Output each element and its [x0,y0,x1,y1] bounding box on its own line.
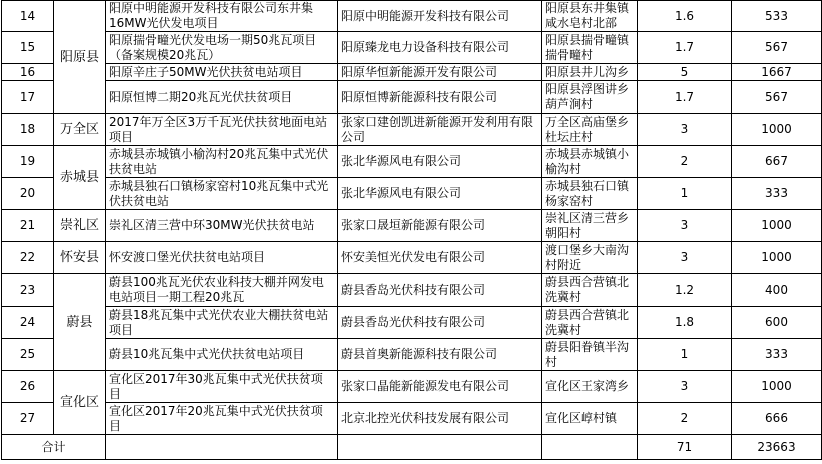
project-name: 阳原辛庄子50MW光伏扶贫电站项目 [106,64,338,81]
table-row [2,146,822,178]
project-name: 阳原揣骨疃光伏发电场一期50兆瓦项目（备案规模20兆瓦） [106,32,338,64]
project-name: 宣化区2017年20兆瓦集中式光伏扶贫项目 [106,403,338,435]
company-name: 张家口晶能新能源发电有限公司 [338,371,542,403]
location: 宣化区崞村镇 [542,403,638,435]
table-row [2,114,822,146]
location: 阳原县井儿沟乡 [542,64,638,81]
capacity: 1 [638,178,732,210]
households: 667 [732,146,822,178]
project-name: 阳原中明能源开发科技有限公司东井集16MW光伏发电项目 [106,1,338,32]
project-table [1,0,822,460]
row-number: 24 [2,307,54,339]
table-row [2,307,822,339]
capacity: 1 [638,339,732,371]
capacity: 3 [638,242,732,274]
table-row [2,339,822,371]
table-row [2,210,822,242]
county-cell: 阳原县 [54,1,106,114]
total-capacity: 71 [638,435,732,460]
capacity: 3 [638,114,732,146]
households: 1000 [732,114,822,146]
location: 赤城县独石口镇杨家窑村 [542,178,638,210]
households: 567 [732,81,822,114]
company-name: 北京北控光伏科技发展有限公司 [338,403,542,435]
project-name: 宣化区2017年30兆瓦集中式光伏扶贫项目 [106,371,338,403]
county-cell: 蔚县 [54,274,106,371]
project-name: 崇礼区清三营中环30MW光伏扶贫电站 [106,210,338,242]
row-number: 23 [2,274,54,307]
capacity: 3 [638,371,732,403]
households: 533 [732,1,822,32]
households: 333 [732,339,822,371]
company-name: 张家口建创凯进新能源开发利用有限公司 [338,114,542,146]
location: 宣化区王家湾乡 [542,371,638,403]
county-cell: 崇礼区 [54,210,106,242]
row-number: 26 [2,371,54,403]
location: 蔚县阳眷镇半沟村 [542,339,638,371]
table-row [2,242,822,274]
company-name: 阳原华恒新能源开发有限公司 [338,64,542,81]
households: 1000 [732,242,822,274]
capacity: 1.6 [638,1,732,32]
empty-cell [106,435,338,460]
total-label: 合计 [2,435,106,460]
total-row [2,435,822,460]
row-number: 19 [2,146,54,178]
location: 万全区高庙堡乡杜坛庄村 [542,114,638,146]
empty-cell [338,435,542,460]
households: 600 [732,307,822,339]
project-name: 赤城县独石口镇杨家窑村10兆瓦集中式光伏扶贫电站 [106,178,338,210]
households: 567 [732,32,822,64]
project-name: 2017年万全区3万千瓦光伏扶贫地面电站项目 [106,114,338,146]
table-row [2,64,822,81]
row-number: 15 [2,32,54,64]
households: 666 [732,403,822,435]
empty-cell [542,435,638,460]
table-row [2,178,822,210]
households: 1000 [732,371,822,403]
location: 渡口堡乡大南沟村附近 [542,242,638,274]
row-number: 14 [2,1,54,32]
county-cell: 怀安县 [54,242,106,274]
row-number: 21 [2,210,54,242]
capacity: 2 [638,146,732,178]
project-name: 蔚县100兆瓦光伏农业科技大棚并网发电电站项目一期工程20兆瓦 [106,274,338,307]
table-row [2,1,822,32]
table-row [2,81,822,114]
row-number: 16 [2,64,54,81]
company-name: 怀安美恒光伏发电有限公司 [338,242,542,274]
capacity: 5 [638,64,732,81]
row-number: 27 [2,403,54,435]
capacity: 1.7 [638,81,732,114]
company-name: 张家口晟垣新能源有限公司 [338,210,542,242]
households: 400 [732,274,822,307]
capacity: 2 [638,403,732,435]
county-cell: 万全区 [54,114,106,146]
table-row [2,32,822,64]
total-households: 23663 [732,435,822,460]
capacity: 1.2 [638,274,732,307]
company-name: 张北华源风电有限公司 [338,178,542,210]
row-number: 22 [2,242,54,274]
location: 赤城县赤城镇小榆沟村 [542,146,638,178]
company-name: 蔚县首奥新能源科技有限公司 [338,339,542,371]
county-cell: 宣化区 [54,371,106,435]
row-number: 17 [2,81,54,114]
households: 1000 [732,210,822,242]
county-cell: 赤城县 [54,146,106,210]
company-name: 张北华源风电有限公司 [338,146,542,178]
row-number: 20 [2,178,54,210]
households: 333 [732,178,822,210]
company-name: 阳原恒博新能源科技有限公司 [338,81,542,114]
location: 阳原县浮图讲乡葫芦涧村 [542,81,638,114]
location: 蔚县西合营镇北洗冀村 [542,307,638,339]
project-name: 蔚县10兆瓦集中式光伏扶贫电站项目 [106,339,338,371]
row-number: 25 [2,339,54,371]
location: 蔚县西合营镇北洗冀村 [542,274,638,307]
households: 1667 [732,64,822,81]
company-name: 蔚县香岛光伏科技有限公司 [338,274,542,307]
project-name: 蔚县18兆瓦集中式光伏农业大棚扶贫电站项目 [106,307,338,339]
capacity: 1.8 [638,307,732,339]
location: 崇礼区清三营乡朝阳村 [542,210,638,242]
capacity: 1.7 [638,32,732,64]
capacity: 3 [638,210,732,242]
table-row [2,403,822,435]
row-number: 18 [2,114,54,146]
project-name: 阳原恒博二期20兆瓦光伏扶贫项目 [106,81,338,114]
table-row [2,371,822,403]
project-name: 赤城县赤城镇小榆沟村20兆瓦集中式光伏扶贫电站 [106,146,338,178]
company-name: 阳原臻龙电力设备科技有限公司 [338,32,542,64]
location: 阳原县揣骨疃镇揣骨疃村 [542,32,638,64]
location: 阳原县东井集镇咸水皂村北部 [542,1,638,32]
company-name: 阳原中明能源开发科技有限公司 [338,1,542,32]
company-name: 蔚县香岛光伏科技有限公司 [338,307,542,339]
table-row [2,274,822,307]
project-name: 怀安渡口堡光伏扶贫电站项目 [106,242,338,274]
